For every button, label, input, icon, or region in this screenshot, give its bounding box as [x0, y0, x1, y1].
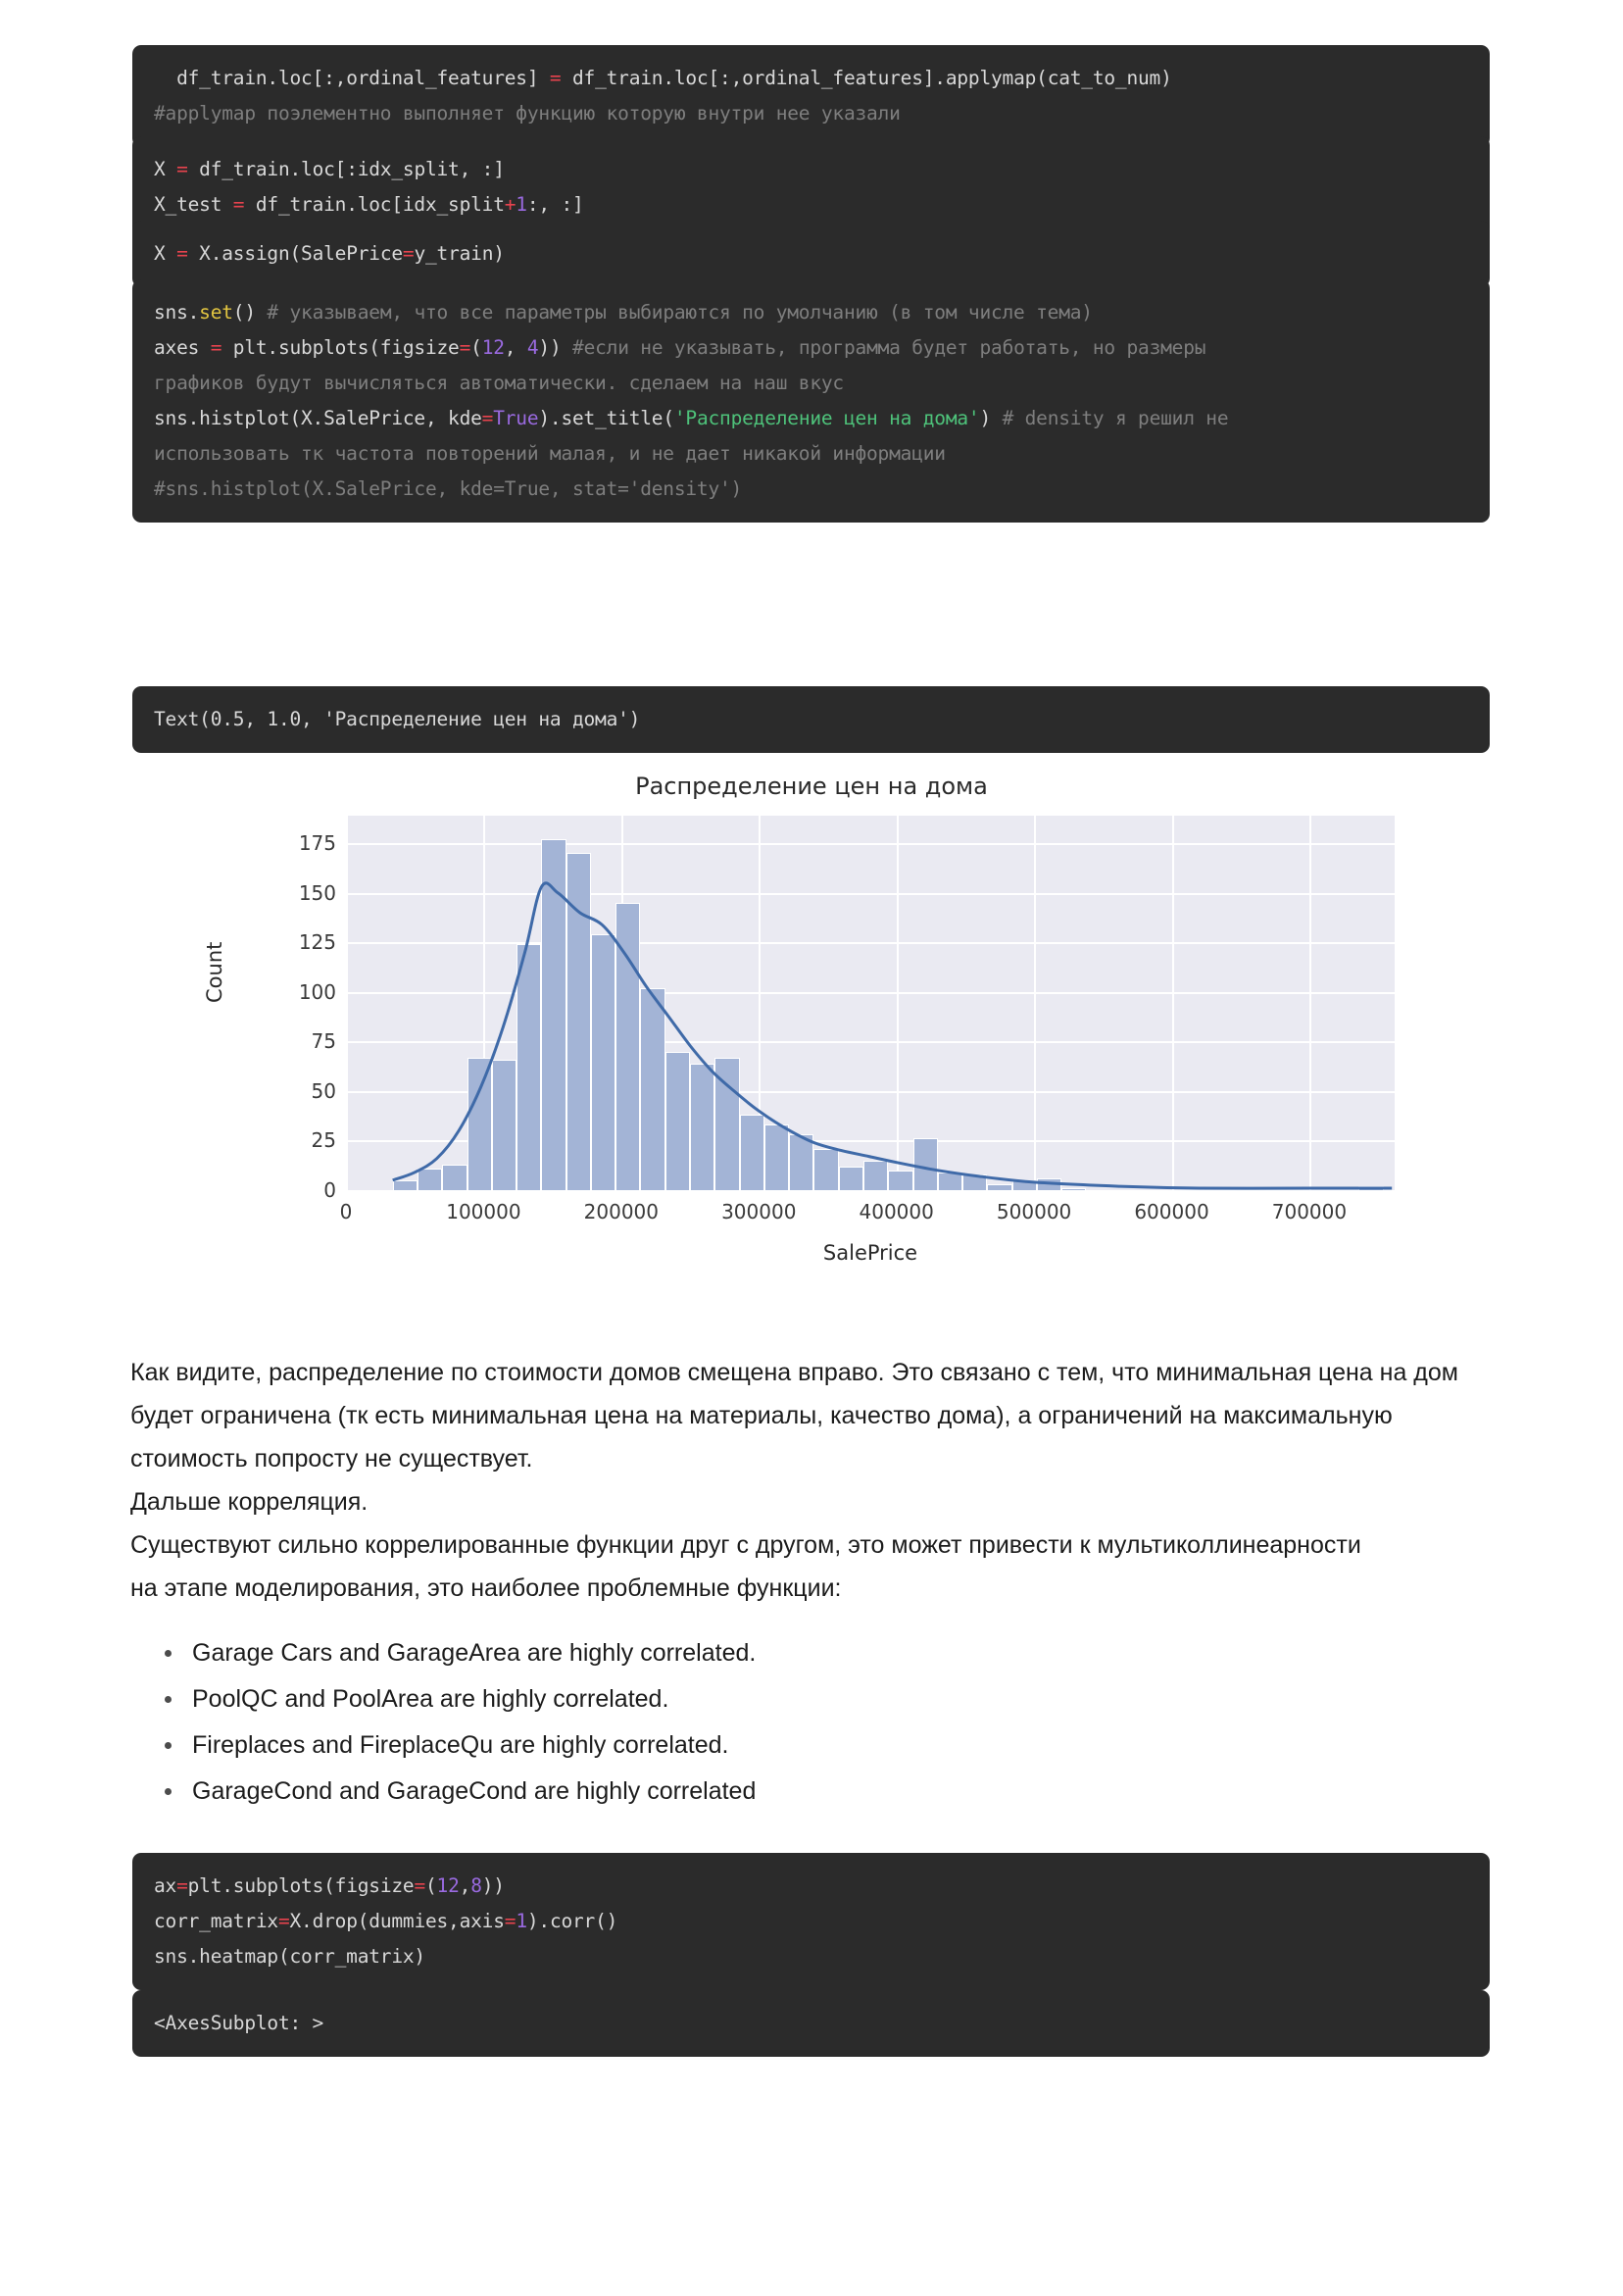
histogram-bar [1358, 1186, 1383, 1190]
gridline-vertical [346, 816, 348, 1190]
code-token: # density я решил не [1002, 407, 1229, 429]
histogram-bar [1012, 1180, 1037, 1190]
gridline-vertical [1309, 816, 1311, 1190]
code-token: = [549, 67, 562, 89]
paragraph-text: Существуют сильно коррелированные функции друг с другом, это может привести к мультиколлинеарности на этапе моделирования, это наиболее проблемные функции: [130, 1531, 1361, 1602]
code-token: sns. [154, 301, 200, 324]
code-token: corr_matrix [154, 1910, 278, 1932]
y-tick-label: 25 [311, 1128, 336, 1153]
code-token: 4 [526, 336, 539, 359]
paragraph-multicollinearity [130, 1523, 1365, 1610]
histogram-bar [1037, 1178, 1061, 1190]
x-tick-label: 600000 [1134, 1200, 1209, 1223]
x-tick-label: 100000 [446, 1200, 521, 1223]
output-cell-axessubplot [132, 1990, 1490, 2057]
code-token: , [504, 336, 527, 359]
paragraph-text: Дальше корреляция. [130, 1488, 369, 1516]
code-token: #applymap поэлементно выполняет функцию которую внутри нее указали [154, 102, 901, 125]
correlated-features-list [147, 1630, 1466, 1815]
code-token: = [414, 1874, 425, 1897]
histogram-bar [714, 1058, 739, 1190]
plot-area [346, 816, 1395, 1190]
histogram-bar [962, 1174, 987, 1190]
code-token: X [154, 158, 177, 180]
code-cell-heatmap[interactable] [132, 1853, 1490, 1990]
code-token: 'Распределение цен на дома' [673, 407, 980, 429]
code-token: ( [470, 336, 482, 359]
code-token: )) [481, 1874, 505, 1897]
code-line [154, 1939, 1468, 1974]
gridline-horizontal [346, 843, 1395, 845]
histogram-bar [640, 988, 664, 1190]
code-token: 1 [516, 193, 527, 216]
histogram-bar [516, 944, 541, 1190]
histogram-bar [987, 1184, 1011, 1190]
code-token: )) [538, 336, 573, 359]
x-tick-label: 0 [339, 1200, 353, 1223]
code-token: графиков будут вычисляться автоматически. сделаем на наш вкус [154, 372, 844, 394]
code-token: df_train.loc[:,ordinal_features].applymap(cat_to_num) [561, 67, 1172, 89]
histogram-bar [863, 1161, 888, 1190]
code-line [154, 366, 1468, 401]
histogram-bar [740, 1115, 764, 1190]
code-token: 1 [516, 1910, 527, 1932]
code-token: set [199, 301, 233, 324]
histogram-bar [492, 1060, 516, 1190]
code-token: # указываем, что все параметры выбираются по умолчанию (в том числе тема) [267, 301, 1093, 324]
histogram-bar [938, 1173, 962, 1190]
code-token: <AxesSubplot: > [154, 2012, 324, 2034]
code-token: df_train.loc[:,ordinal_features] [154, 67, 550, 89]
code-cell-applymap[interactable] [132, 45, 1490, 147]
gridline-horizontal [346, 893, 1395, 895]
y-axis-label: Count [203, 941, 226, 1003]
code-token: sns.heatmap(corr_matrix) [154, 1945, 425, 1968]
code-line [154, 401, 1468, 436]
paragraph-text: Как видите, распределение по стоимости домов смещена вправо. Это связано с тем, что минимальная цена на дом будет ограничена (тк есть минимальная цена на материалы, качество дома), а ограничений на максимальную стоимость попросту не существует. [130, 1359, 1458, 1472]
histogram-bar [467, 1058, 492, 1190]
code-token: = [504, 1910, 516, 1932]
y-tick-label: 125 [298, 930, 336, 955]
code-token: = [176, 158, 188, 180]
code-token: = [402, 242, 415, 265]
code-line [154, 702, 1468, 737]
code-token: = [459, 336, 471, 359]
x-tick-label: 400000 [859, 1200, 934, 1223]
code-token: X_test [154, 193, 233, 216]
x-tick-label: 700000 [1271, 1200, 1348, 1223]
gridline-vertical [1034, 816, 1036, 1190]
histogram-bar [888, 1171, 912, 1190]
histogram-bar [541, 839, 566, 1190]
code-token: X.drop(dummies,axis [289, 1910, 505, 1932]
list-item: GarageCond and GarageCond are highly correlated [192, 1769, 1466, 1814]
code-token: plt.subplots(figsize [187, 1874, 415, 1897]
code-token: 12 [481, 336, 505, 359]
code-token: ).set_title( [538, 407, 674, 429]
code-line [154, 330, 1468, 366]
code-line [154, 295, 1468, 330]
y-tick-label: 75 [311, 1029, 336, 1054]
code-token: = [176, 242, 188, 265]
y-tick-label: 50 [311, 1078, 336, 1103]
code-cell-assign[interactable] [132, 221, 1490, 287]
code-line [154, 96, 1468, 131]
code-token: = [481, 407, 494, 429]
code-token: () [232, 301, 268, 324]
code-cell-plot[interactable] [132, 279, 1490, 523]
code-token: df_train.loc[:idx_split, :] [187, 158, 505, 180]
code-token: :, :] [526, 193, 584, 216]
histogram-bar [591, 934, 615, 1190]
gridline-horizontal [346, 1041, 1395, 1043]
list-item: Fireplaces and FireplaceQu are highly correlated. [192, 1722, 1466, 1768]
chart-title: Распределение цен на дома [635, 773, 988, 800]
code-token: ( [425, 1874, 437, 1897]
code-line [154, 472, 1468, 507]
gridline-horizontal [346, 942, 1395, 944]
histogram-bar [665, 1052, 690, 1190]
code-token: X [154, 242, 177, 265]
gridline-vertical [897, 816, 899, 1190]
paragraph-correlation-intro [130, 1480, 1493, 1523]
x-tick-label: 200000 [583, 1200, 660, 1223]
list-item: Garage Cars and GarageArea are highly correlated. [192, 1630, 1466, 1675]
code-token: = [232, 193, 245, 216]
x-axis-label: SalePrice [822, 1241, 918, 1265]
histogram-bar [418, 1169, 442, 1190]
code-token: ) [979, 407, 1003, 429]
code-token: #если не указывать, программа будет работать, но размеры [572, 336, 1206, 359]
code-line [154, 1904, 1468, 1939]
code-token: = [176, 1874, 188, 1897]
code-line [154, 152, 1468, 187]
histogram-bar [764, 1124, 789, 1190]
histogram-bar [839, 1167, 863, 1190]
x-axis-ticks [339, 1200, 1395, 1229]
code-token: = [210, 336, 222, 359]
code-line [154, 61, 1468, 96]
code-token: 12 [436, 1874, 460, 1897]
histogram-bar [813, 1149, 838, 1190]
code-token: df_train.loc[idx_split [244, 193, 505, 216]
histogram-bar [442, 1165, 467, 1190]
code-token: axes [154, 336, 211, 359]
code-token: использовать тк частота повторений малая, и не дает никакой информации [154, 442, 946, 465]
code-token: y_train) [414, 242, 505, 265]
code-token: sns.histplot(X.SalePrice, kde [154, 407, 482, 429]
code-token: #sns.histplot(X.SalePrice, kde=True, stat='density') [154, 477, 743, 500]
histogram-chart [130, 765, 1493, 1314]
histogram-bar [913, 1138, 938, 1190]
y-tick-label: 175 [298, 831, 336, 856]
gridline-vertical [1172, 816, 1174, 1190]
paragraph-distribution [130, 1351, 1493, 1480]
output-cell-text [132, 686, 1490, 753]
list-item: PoolQC and PoolArea are highly correlated. [192, 1676, 1466, 1722]
code-line [154, 436, 1468, 472]
code-token: plt.subplots(figsize [221, 336, 460, 359]
histogram-bar [393, 1180, 418, 1190]
histogram-bar [566, 853, 591, 1190]
code-line [154, 2006, 1468, 2041]
histogram-bar [690, 1064, 714, 1190]
code-token: ).corr() [526, 1910, 618, 1932]
code-token: 8 [470, 1874, 482, 1897]
code-token: , [459, 1874, 471, 1897]
code-token: ax [154, 1874, 177, 1897]
histogram-bar [1061, 1188, 1086, 1190]
y-tick-label: 100 [298, 979, 336, 1004]
code-token: True [493, 407, 539, 429]
x-tick-label: 500000 [996, 1200, 1072, 1223]
x-tick-label: 300000 [721, 1200, 797, 1223]
gridline-horizontal [346, 992, 1395, 994]
code-line [154, 1869, 1468, 1904]
code-token: Text(0.5, 1.0, 'Распределение цен на дома') [154, 708, 641, 730]
y-tick-label: 0 [323, 1178, 336, 1202]
code-token: X.assign(SalePrice [187, 242, 403, 265]
histogram-bar [789, 1134, 813, 1190]
code-token: = [277, 1910, 290, 1932]
y-axis-ticks [268, 816, 336, 1202]
code-token: + [504, 193, 516, 216]
code-line [154, 187, 1468, 223]
code-line [154, 236, 1468, 272]
histogram-bar [615, 903, 640, 1190]
y-tick-label: 150 [298, 880, 336, 905]
